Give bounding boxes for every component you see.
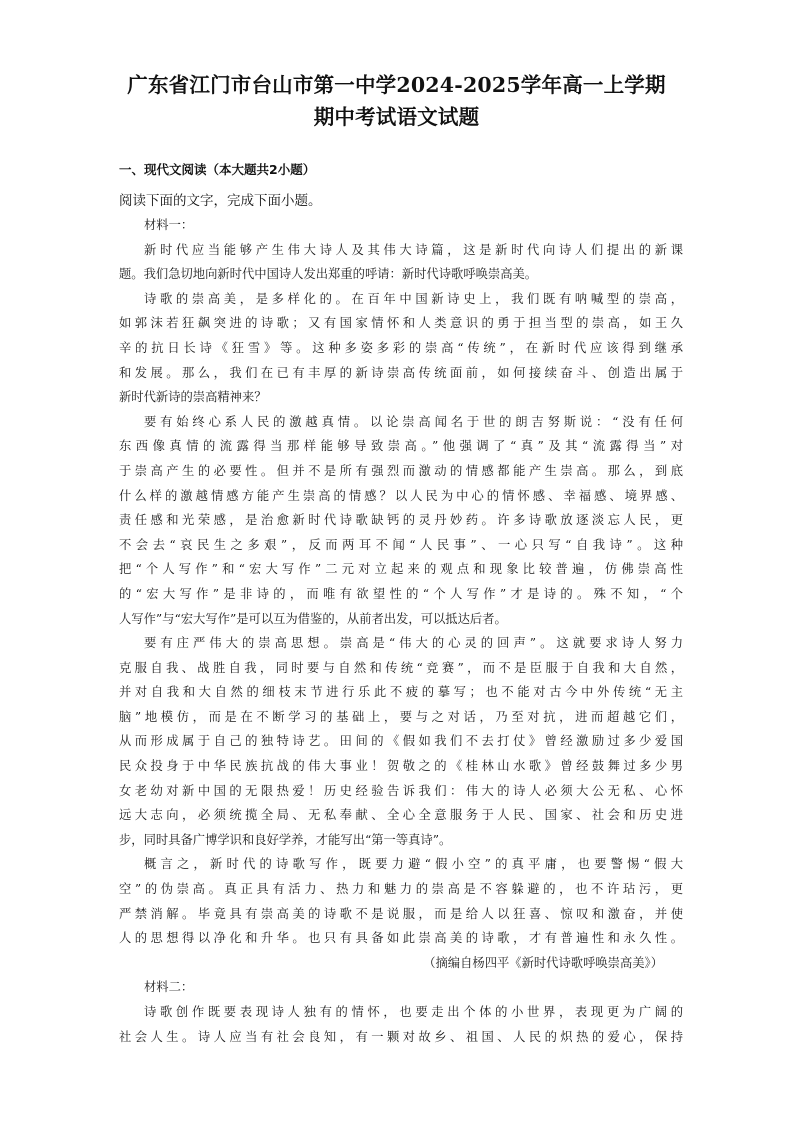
passage-line: 责任感和光荣感，是治愈新时代诗歌缺钙的灵丹妙药。许多诗歌放逐淡忘人民，更: [119, 513, 683, 528]
passage-line: 民众投身于中华民族抗战的伟大事业！贺敬之的《桂林山水歌》曾经鼓舞过多少男: [119, 759, 683, 774]
passage-line: 克服自我、战胜自我，同时要与自然和传统“竞赛”，而不是臣服于自我和大自然，: [119, 660, 683, 675]
passage-line: 从而形成属于自己的独特诗艺。田间的《假如我们不去打仗》曾经激励过多少爱国: [119, 734, 683, 749]
passage-line: （摘编自杨四平《新时代诗歌呼唤崇高美》）: [423, 955, 663, 970]
passage-line: 的“宏大写作”是非诗的，而唯有欲望性的“个人写作”才是诗的。殊不知，“个: [119, 586, 683, 601]
passage-line: 和发展。那么，我们在已有丰厚的新诗崇高传统面前，如何接续奋斗、创造出属于: [119, 365, 683, 380]
passage-line: 材料二：: [144, 980, 194, 995]
passage-line: 严禁消解。毕竟具有崇高美的诗歌不是说服，而是给人以狂喜、惊叹和激奋，并使: [119, 906, 683, 921]
passage-line: 概言之，新时代的诗歌写作，既要力避“假小空”的真平庸，也要警惕“假大: [144, 857, 683, 872]
passage-line: 社会人生。诗人应当有社会良知，有一颗对故乡、祖国、人民的炽热的爱心，保持: [119, 1029, 683, 1044]
passage-line: 人的思想得以净化和升华。也只有具备如此崇高美的诗歌，才有普遍性和永久性。: [119, 931, 683, 946]
passage-line: 什么样的激越情感方能产生崇高的情感？以人民为中心的情怀感、幸福感、境界感、: [119, 488, 683, 503]
passage-line: 空”的伪崇高。真正具有活力、热力和魅力的崇高是不容躲避的，也不许玷污，更: [119, 882, 683, 897]
passage-line: 人写作”与“宏大写作”是可以互为借鉴的，从前者出发，可以抵达后者。: [119, 611, 507, 626]
passage-line: 新时代新诗的崇高精神来？: [119, 390, 267, 405]
passage-line: 诗歌创作既要表现诗人独有的情怀，也要走出个体的小世界，表现更为广阔的: [144, 1005, 683, 1019]
passage-line: 于崇高产生的必要性。但并不是所有强烈而激动的情感都能产生崇高。那么，到底: [119, 463, 683, 478]
document-title-line-1: 广东省江门市台山市第一中学2024-2025学年高一上学期: [127, 73, 666, 97]
passage-line: 女老幼对新中国的无限热爱！历史经验告诉我们：伟大的诗人必须大公无私、心怀: [119, 783, 683, 798]
passage-line: 把“个人写作”和“宏大写作”二元对立起来的观点和现象比较普遍，仿佛崇高性: [119, 562, 683, 577]
passage-line: 如郭沫若狂飙突进的诗歌；又有国家情怀和人类意识的勇于担当型的崇高，如王久: [119, 316, 683, 331]
passage-line: 新时代应当能够产生伟大诗人及其伟大诗篇，这是新时代向诗人们提出的新课: [144, 242, 683, 257]
passage-line: 远大志向，必须统揽全局、无私奉献、全心全意服务于人民、国家、社会和历史进: [119, 808, 683, 823]
passage-line: 脑”地模仿，而是在不断学习的基础上，要与之对话，乃至对抗，进而超越它们，: [119, 709, 683, 724]
passage-line: 辛的抗日长诗《狂雪》等。这种多姿多彩的崇高“传统”，在新时代应该得到继承: [119, 340, 683, 355]
passage-line: 不会去“哀民生之多艰”，反而两耳不闻“人民事”、一心只写“自我诗”。这种: [119, 537, 683, 552]
section-heading: 一、现代文阅读（本大题共2小题）: [119, 162, 316, 177]
passage-line: 要有始终心系人民的激越真情。以论崇高闻名于世的朗吉努斯说：“没有任何: [144, 414, 683, 429]
passage-line: 东西像真情的流露得当那样能够导致崇高。”他强调了“真”及其“流露得当”对: [119, 439, 683, 454]
passage-body: [119, 213, 683, 1049]
passage-line: 步，同时具备广博学识和良好学养，才能写出“第一等真诗”。: [119, 832, 452, 847]
passage-line: 并对自我和大自然的细枝末节进行乐此不疲的摹写；也不能对古今中外传统“无主: [119, 685, 683, 700]
passage-line: 要有庄严伟大的崇高思想。崇高是“伟大的心灵的回声”。这就要求诗人努力: [144, 636, 683, 651]
reading-instruction: 阅读下面的文字，完成下面小题。: [119, 193, 322, 209]
document-title-line-2: 期中考试语文试题: [313, 105, 480, 129]
passage-line: 题。我们急切地向新时代中国诗人发出郑重的呼请：新时代诗歌呼唤崇高美。: [119, 267, 538, 282]
passage-line: 诗歌的崇高美，是多样化的。在百年中国新诗史上，我们既有呐喊型的崇高，: [144, 291, 683, 306]
passage-line: 材料一：: [144, 218, 194, 232]
